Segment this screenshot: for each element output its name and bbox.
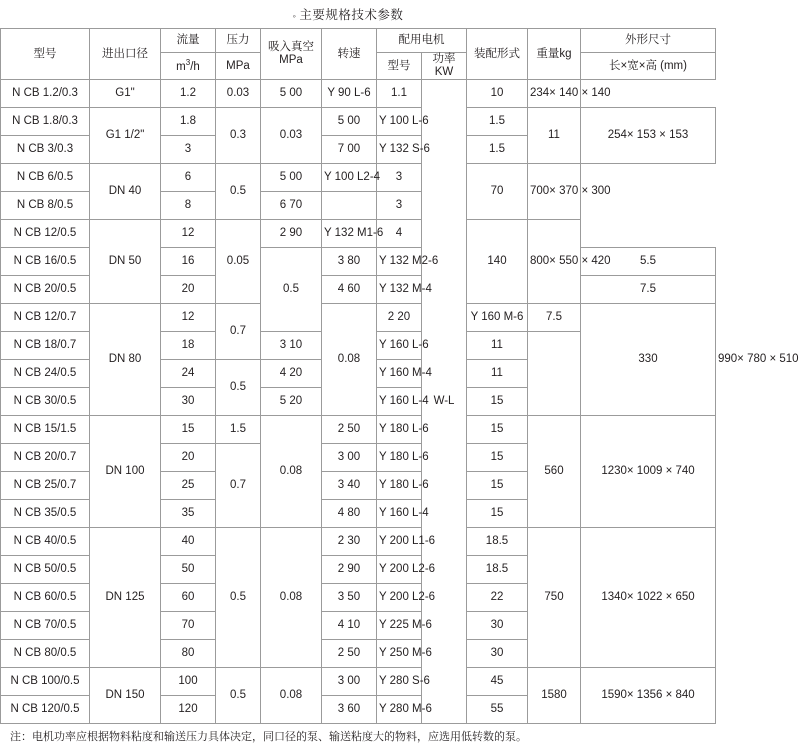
col-header-motor-power: 功率KW	[422, 53, 467, 80]
cell-model: N CB 20/0.5	[1, 276, 90, 304]
cell-motor-power: 15	[467, 444, 528, 472]
cell-motor-model: Y 160 M-4	[377, 360, 422, 388]
cell-motor-power: 7.5	[581, 276, 716, 304]
flow-unit-m: m	[176, 60, 186, 73]
cell-speed: 2 20	[377, 304, 422, 332]
cell-motor-model: Y 132 M2-6	[377, 248, 422, 276]
cell-flow: 25	[161, 472, 216, 500]
cell-flow: 40	[161, 528, 216, 556]
cell-speed: 4 10	[322, 612, 377, 640]
cell-motor-model: Y 160 M-6	[467, 304, 528, 332]
cell-inlet: DN 50	[90, 220, 161, 304]
cell-motor-model	[322, 192, 377, 220]
cell-vacuum: 0.08	[261, 668, 322, 724]
table-row	[1, 416, 716, 444]
cell-weight: 750	[528, 528, 581, 668]
cell-pressure: 0.5	[216, 360, 261, 416]
cell-vacuum: 0.03	[216, 80, 261, 108]
cell-motor-model: Y 180 L-6	[377, 444, 422, 472]
cell-motor-model: Y 160 L-4	[377, 388, 422, 416]
cell-weight: 1580	[528, 668, 581, 724]
cell-model: N CB 1.2/0.3	[1, 80, 90, 108]
cell-model: N CB 30/0.5	[1, 388, 90, 416]
cell-weight: 10	[467, 80, 528, 108]
cell-model: N CB 100/0.5	[1, 668, 90, 696]
cell-model: N CB 35/0.5	[1, 500, 90, 528]
table-row	[1, 164, 716, 192]
cell-weight: 11	[528, 108, 581, 164]
cell-motor-model: Y 250 M-6	[377, 640, 422, 668]
cell-motor-model: Y 90 L-6	[322, 80, 377, 108]
flow-unit-per-h: /h	[190, 60, 200, 73]
cell-flow: 3	[161, 136, 216, 164]
cell-speed: 7 00	[322, 136, 377, 164]
page-title	[0, 0, 696, 28]
table-header	[1, 29, 716, 80]
cell-flow: 16	[161, 248, 216, 276]
cell-flow: 12	[161, 220, 216, 248]
cell-flow: 20	[161, 444, 216, 472]
cell-flow: 60	[161, 584, 216, 612]
cell-weight: 330	[581, 304, 716, 416]
cell-motor-power: 15	[467, 472, 528, 500]
cell-motor-power: 18.5	[467, 556, 528, 584]
cell-dimension: 1340× 1022 × 650	[581, 528, 716, 668]
cell-motor-power: 3	[377, 164, 422, 192]
col-header-dimension-sub: 长×宽×高 (mm)	[581, 53, 716, 80]
cell-motor-model: Y 280 S-6	[377, 668, 422, 696]
cell-flow: 80	[161, 640, 216, 668]
cell-motor-model: Y 132 M1-6	[322, 220, 377, 248]
cell-motor-model: Y 100 L2-4	[322, 164, 377, 192]
table-row	[1, 668, 716, 696]
vacuum-unit: MPa	[279, 54, 303, 67]
cell-vacuum: 0.05	[216, 220, 261, 304]
cell-pressure: 0.5	[216, 164, 261, 220]
cell-dimension: 800× 550 × 420	[528, 220, 581, 304]
cell-speed: 5 00	[261, 164, 322, 192]
col-header-motor: 配用电机	[377, 29, 467, 53]
cell-model: N CB 12/0.5	[1, 220, 90, 248]
col-header-flow-unit	[161, 53, 216, 80]
cell-motor-power: 15	[467, 500, 528, 528]
cell-speed: 4 20	[261, 360, 322, 388]
cell-weight: 70	[467, 164, 528, 220]
cell-dimension: 234× 140 × 140	[528, 80, 581, 108]
cell-motor-power: 45	[467, 668, 528, 696]
cell-model: N CB 18/0.7	[1, 332, 90, 360]
cell-inlet: G1 1/2"	[90, 108, 161, 164]
cell-model: N CB 80/0.5	[1, 640, 90, 668]
cell-motor-power: 3	[377, 192, 422, 220]
cell-inlet: G1"	[90, 80, 161, 108]
cell-motor-power: 1.5	[467, 136, 528, 164]
cell-pressure: 1.5	[216, 416, 261, 444]
cell-motor-model: Y 200 L2-6	[377, 584, 422, 612]
table-row	[1, 80, 716, 108]
cell-dimension: 700× 370 × 300	[528, 164, 581, 220]
cell-flow: 100	[161, 668, 216, 696]
table-row	[1, 108, 716, 136]
cell-motor-power: 15	[467, 388, 528, 416]
cell-speed: 5 00	[322, 108, 377, 136]
cell-model: N CB 6/0.5	[1, 164, 90, 192]
cell-model: N CB 70/0.5	[1, 612, 90, 640]
cell-inlet: DN 150	[90, 668, 161, 724]
cell-motor-power: 55	[467, 696, 528, 724]
cell-speed: 3 60	[322, 696, 377, 724]
table-row	[1, 220, 716, 248]
cell-model: N CB 24/0.5	[1, 360, 90, 388]
cell-speed: 4 80	[322, 500, 377, 528]
cell-inlet: DN 40	[90, 164, 161, 220]
cell-model: N CB 1.8/0.3	[1, 108, 90, 136]
cell-motor-model: Y 225 M-6	[377, 612, 422, 640]
cell-flow: 12	[161, 304, 216, 332]
cell-flow: 35	[161, 500, 216, 528]
cell-vacuum: 0.03	[261, 108, 322, 164]
cell-motor-model: Y 160 L-6	[377, 332, 422, 360]
cell-model: N CB 60/0.5	[1, 584, 90, 612]
cell-dimension: 1230× 1009 × 740	[581, 416, 716, 528]
specification-table	[0, 28, 799, 724]
cell-motor-model: Y 132 M-4	[377, 276, 422, 304]
cell-pressure: 0.5	[216, 528, 261, 668]
cell-weight: 560	[528, 416, 581, 528]
cell-pressure: 0.3	[216, 108, 261, 164]
cell-dimension: 254× 153 × 153	[581, 108, 716, 164]
cell-flow: 15	[161, 416, 216, 444]
cell-speed: 3 10	[261, 332, 322, 360]
cell-speed: 3 40	[322, 472, 377, 500]
cell-pressure: 0.5	[261, 248, 322, 332]
col-header-flow: 流量	[161, 29, 216, 53]
cell-motor-power: 11	[467, 360, 528, 388]
cell-model: N CB 120/0.5	[1, 696, 90, 724]
cell-motor-model: Y 180 L-6	[377, 416, 422, 444]
cell-motor-power: 18.5	[467, 528, 528, 556]
cell-motor-power: 4	[377, 220, 422, 248]
col-header-dimension: 外形尺寸	[581, 29, 716, 53]
cell-flow: 18	[161, 332, 216, 360]
col-header-weight: 重量kg	[528, 29, 581, 80]
col-header-pressure: 压力	[216, 29, 261, 53]
table-row	[1, 528, 716, 556]
cell-flow: 30	[161, 388, 216, 416]
cell-speed: 2 50	[322, 416, 377, 444]
cell-speed: 5 20	[261, 388, 322, 416]
cell-speed: 2 90	[261, 220, 322, 248]
cell-speed: 2 50	[322, 640, 377, 668]
cell-motor-power: 22	[467, 584, 528, 612]
col-header-vacuum	[261, 29, 322, 80]
cell-vacuum: 0.08	[261, 528, 322, 668]
vacuum-label: 吸入真空	[268, 41, 314, 53]
cell-motor-power: 11	[467, 332, 528, 360]
cell-motor-power: 30	[467, 612, 528, 640]
cell-motor-model: Y 280 M-6	[377, 696, 422, 724]
flow-unit	[176, 59, 200, 73]
flow-unit-exp: 3	[185, 57, 191, 67]
cell-vacuum: 0.08	[322, 304, 377, 416]
cell-model: N CB 25/0.7	[1, 472, 90, 500]
page-title-text: 主要规格技术参数	[299, 8, 404, 22]
cell-motor-model: Y 132 S-6	[377, 136, 422, 164]
cell-flow: 70	[161, 612, 216, 640]
col-header-motor-model: 型号	[377, 53, 422, 80]
cell-speed: 2 90	[322, 556, 377, 584]
col-header-model: 型号	[1, 29, 90, 80]
cell-flow: 8	[161, 192, 216, 220]
cell-pressure: 0.5	[216, 668, 261, 724]
cell-model: N CB 15/1.5	[1, 416, 90, 444]
cell-flow: 1.2	[161, 80, 216, 108]
cell-motor-model: Y 160 L-4	[377, 500, 422, 528]
col-header-pressure-unit: MPa	[216, 53, 261, 80]
cell-model: N CB 12/0.7	[1, 304, 90, 332]
cell-inlet: DN 100	[90, 416, 161, 528]
cell-inlet: DN 80	[90, 304, 161, 416]
header-row-1	[1, 29, 716, 53]
col-header-assembly: 装配形式	[467, 29, 528, 80]
cell-speed: 2 30	[322, 528, 377, 556]
cell-motor-model: Y 100 L-6	[377, 108, 422, 136]
cell-motor-model: Y 180 L-6	[377, 472, 422, 500]
col-header-inlet: 进出口径	[90, 29, 161, 80]
cell-model: N CB 50/0.5	[1, 556, 90, 584]
cell-weight: 140	[467, 220, 528, 304]
cell-speed: 5 00	[261, 80, 322, 108]
cell-speed: 3 50	[322, 584, 377, 612]
cell-motor-power: 7.5	[528, 304, 581, 332]
cell-motor-power: 15	[467, 416, 528, 444]
cell-speed: 3 00	[322, 668, 377, 696]
cell-flow: 120	[161, 696, 216, 724]
footnote: 注：电机功率应根据物料粘度和输送压力具体决定，同口径的泵、输送粘度大的物料，应选用低转数的泵。	[10, 731, 527, 744]
col-header-speed: 转速	[322, 29, 377, 80]
cell-speed: 6 70	[261, 192, 322, 220]
cell-flow: 20	[161, 276, 216, 304]
cell-inlet: DN 125	[90, 528, 161, 668]
cell-model: N CB 40/0.5	[1, 528, 90, 556]
table-body	[1, 80, 799, 724]
cell-speed: 3 00	[322, 444, 377, 472]
cell-model: N CB 16/0.5	[1, 248, 90, 276]
cell-flow: 1.8	[161, 108, 216, 136]
cell-dimension: 1590× 1356 × 840	[581, 668, 716, 724]
cell-motor-model: Y 200 L1-6	[377, 528, 422, 556]
cell-flow: 24	[161, 360, 216, 388]
cell-model: N CB 20/0.7	[1, 444, 90, 472]
cell-model: N CB 8/0.5	[1, 192, 90, 220]
cell-motor-power: 5.5	[581, 248, 716, 276]
cell-assembly: W-L	[422, 80, 467, 724]
cell-flow: 50	[161, 556, 216, 584]
cell-vacuum: 0.08	[261, 416, 322, 528]
cell-motor-power: 1.1	[377, 80, 422, 108]
cell-pressure: 0.7	[216, 444, 261, 528]
cell-motor-model: Y 200 L2-6	[377, 556, 422, 584]
table-row: N CB 12/0.7 DN 80 12 0.7 0.08 2 20 Y 160 M-6 7.5 330 990× 780 × 510	[1, 304, 716, 332]
cell-motor-power: 1.5	[467, 108, 528, 136]
cell-model: N CB 3/0.3	[1, 136, 90, 164]
bullet-icon: ◦	[292, 10, 297, 21]
cell-speed: 4 60	[322, 276, 377, 304]
cell-motor-power: 30	[467, 640, 528, 668]
cell-speed: 3 80	[322, 248, 377, 276]
cell-flow: 6	[161, 164, 216, 192]
cell-pressure: 0.7	[216, 304, 261, 360]
